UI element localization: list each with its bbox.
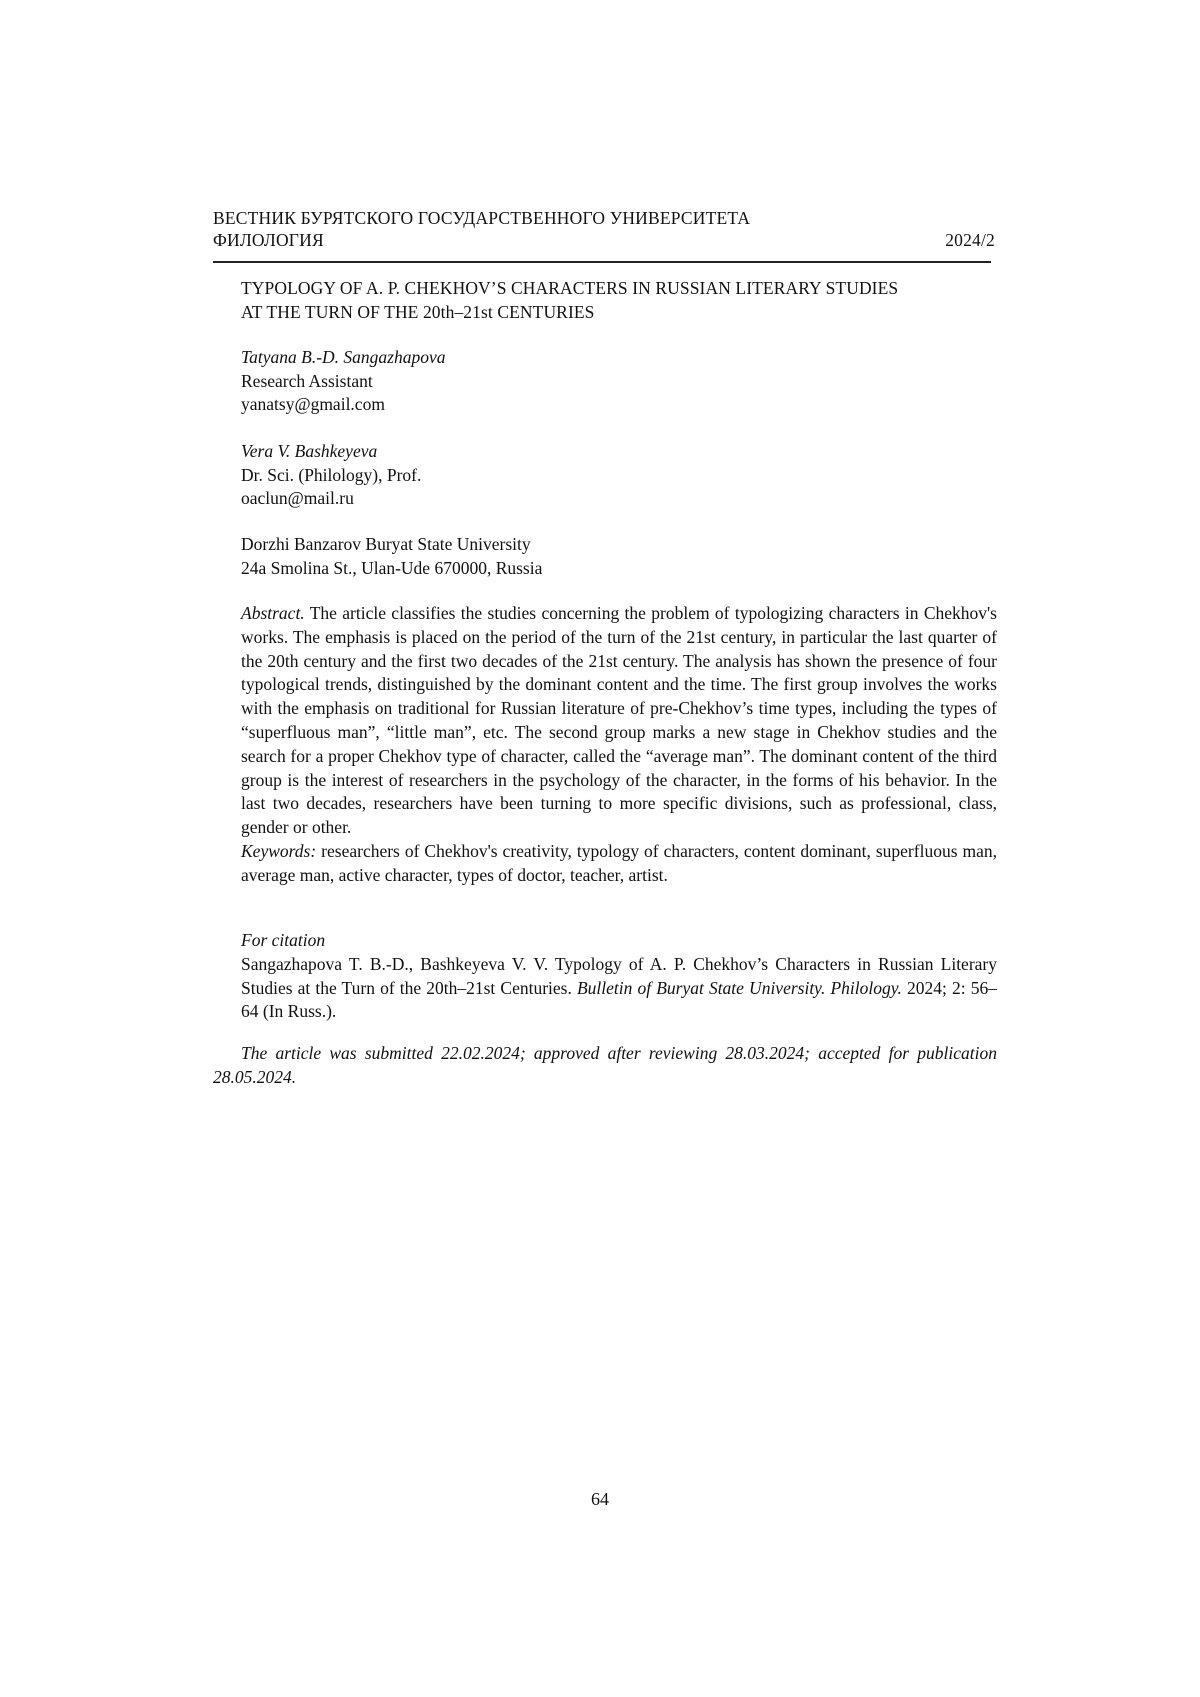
- citation-section: [241, 929, 997, 1024]
- header-divider: [213, 261, 991, 263]
- author-name: Vera V. Bashkeyeva: [241, 441, 378, 461]
- journal-section-line: [213, 229, 995, 251]
- journal-issue: 2024/2: [945, 230, 995, 250]
- citation-label: For citation: [241, 930, 326, 950]
- abstract-label: Abstract.: [241, 603, 305, 623]
- affiliation: [241, 533, 941, 580]
- keywords-label: Keywords:: [241, 840, 317, 861]
- author-block-2: [241, 440, 941, 511]
- author-position: Dr. Sci. (Philology), Prof.: [241, 464, 422, 485]
- citation-text: [241, 953, 997, 1024]
- page-number: 64: [591, 1489, 609, 1509]
- article-title-line-2: AT THE TURN OF THE 20th–21st CENTURIES: [241, 302, 595, 322]
- abstract-text: The article classifies the studies concerning the problem of typologizing characters in Chekhov's works. The emphasis is placed on the period of the turn of the 21st century, in particular the last quarter of the 20th century and the first two decades of the 21st century. The analysis has shown the presence of four typological trends, distinguished by the dominant content and the time. The first group involves the works with the emphasis on traditional for Russian literature of pre-Chekhov’s time types, including the types of “superfluous man”, “little man”, etc. The second group marks a new stage in Chekhov studies and the search for a proper Chekhov type of character, called the “average man”. The dominant content of the third group is the interest of researchers in the psychology of the character, in the forms of his behavior. In the last two decades, researchers have been turning to more specific divisions, such as professional, class, gender or other.: [241, 603, 997, 838]
- author-email: oaclun@mail.ru: [241, 488, 354, 508]
- journal-header: [213, 207, 995, 251]
- article-title-line-1: TYPOLOGY OF A. P. CHEKHOV’S CHARACTERS IN RUSSIAN LITERARY STUDIES: [241, 278, 899, 298]
- journal-section: ФИЛОЛОГИЯ: [213, 230, 324, 250]
- journal-title: ВЕСТНИК БУРЯТСКОГО ГОСУДАРСТВЕННОГО УНИВЕРСИТЕТА: [213, 208, 751, 228]
- keywords-paragraph: [241, 840, 997, 888]
- abstract-paragraph: [241, 602, 997, 840]
- author-position: Research Assistant: [241, 370, 373, 391]
- citation-journal: Bulletin of Buryat State University. Philology.: [576, 977, 902, 998]
- citation-details: 2024; 2: 56–64 (In Russ.).: [241, 977, 997, 1022]
- citation-reference: Sangazhapova T. B.-D., Bashkeyeva V. V. Typology of A. P. Chekhov’s Characters in Russian Literary Studies at the Turn of the 20th–21st Centuries.: [241, 953, 997, 998]
- affiliation-name: Dorzhi Banzarov Buryat State University: [241, 534, 531, 554]
- author-email: yanatsy@gmail.com: [241, 394, 385, 414]
- author-name: Tatyana B.-D. Sangazhapova: [241, 347, 446, 367]
- article-title: [241, 276, 1001, 324]
- abstract-section: [241, 602, 997, 888]
- submission-dates: The article was submitted 22.02.2024; approved after reviewing 28.03.2024; accepted for publication 28.05.2024.: [213, 1043, 997, 1087]
- keywords-text: researchers of Chekhov's creativity, typology of characters, content dominant, superfluous man, average man, active character, types of doctor, teacher, artist.: [241, 840, 997, 885]
- author-block-1: [241, 346, 941, 417]
- affiliation-address: 24a Smolina St., Ulan-Ude 670000, Russia: [241, 557, 543, 578]
